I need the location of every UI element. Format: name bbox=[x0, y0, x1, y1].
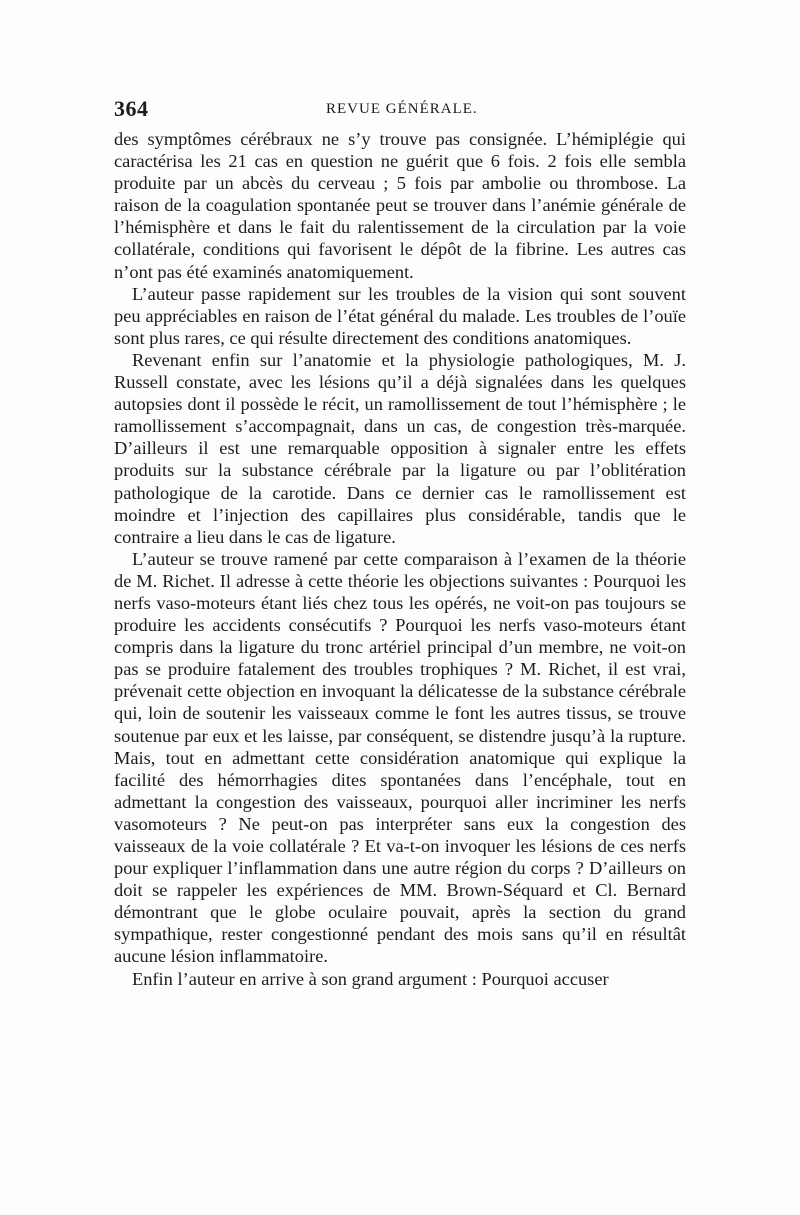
page-header bbox=[114, 96, 686, 122]
book-page bbox=[114, 96, 686, 990]
paragraph: L’auteur se trouve ramené par cette comparaison à l’examen de la théorie de M. Richet. Il adresse à cette théorie les objections suivantes : Pourquoi les nerfs vaso-moteurs étant liés chez tous les opérés, ne voit-on pas toujours se produire les accidents consécutifs ? Pourquoi les nerfs vaso-moteurs étant compris dans la ligature du tronc artériel principal d’un membre, ne voit-on pas se produire fatalement des troubles trophiques ? M. Richet, il est vrai, prévenait cette objection en invoquant la délicatesse de la substance cérébrale qui, loin de soutenir les vaisseaux comme le font les autres tissus, se trouve soutenue par eux et les laisse, par conséquent, se distendre jusqu’à la rupture. Mais, tout en admettant cette considération anatomique qui explique la facilité des hémorrhagies dites spontanées dans l’encéphale, tout en admettant la congestion des vaisseaux, pourquoi aller incriminer les nerfs vasomoteurs ? Ne peut-on pas interpréter sans eux la congestion des vaisseaux de la voie collatérale ? Et va-t-on invoquer les lésions de ces nerfs pour expliquer l’inflammation dans une autre région du corps ? D’ailleurs on doit se rappeler les expériences de MM. Brown-Séquard et Cl. Bernard démontrant que le globe oculaire pouvait, après la section du grand sympathique, rester congestionné pendant des mois sans qu’il en résultât aucune lésion inflammatoire. bbox=[114, 548, 686, 967]
paragraph: Revenant enfin sur l’anatomie et la physiologie pathologiques, M. J. Russell constate, avec les lésions qu’il a déjà signalées dans les quelques autopsies dont il possède le récit, un ramollissement de tout l’hémisphère ; le ramollissement s’accompagnait, dans un cas, de congestion très-marquée. D’ailleurs il est une remarquable opposition à signaler entre les effets produits sur la substance cérébrale par la ligature ou par l’oblitération pathologique de la carotide. Dans ce dernier cas le ramollissement est moindre et l’injection des capillaires plus considérable, tandis que le contraire a lieu dans le cas de ligature. bbox=[114, 349, 686, 547]
paragraph: L’auteur passe rapidement sur les troubles de la vision qui sont souvent peu appréciables en raison de l’état général du malade. Les troubles de l’ouïe sont plus rares, ce qui résulte directement des conditions anatomiques. bbox=[114, 283, 686, 348]
page-number: 364 bbox=[114, 96, 149, 121]
body-text bbox=[114, 128, 686, 990]
paragraph: des symptômes cérébraux ne s’y trouve pas consignée. L’hémiplégie qui caractérisa les 21 cas en question ne guérit que 6 fois. 2 fois elle sembla produite par un abcès du cerveau ; 5 fois par ambolie ou thrombose. La raison de la coagulation spontanée peut se trouver dans l’anémie générale de l’hémisphère et dans le fait du ralentissement de la circulation par la voie collatérale, conditions qui favorisent le dépôt de la fibrine. Les autres cas n’ont pas été examinés anatomiquement. bbox=[114, 129, 686, 282]
paragraph: Enfin l’auteur en arrive à son grand argument : Pourquoi accuser bbox=[132, 968, 609, 989]
running-title: REVUE GÉNÉRALE. bbox=[326, 101, 478, 117]
